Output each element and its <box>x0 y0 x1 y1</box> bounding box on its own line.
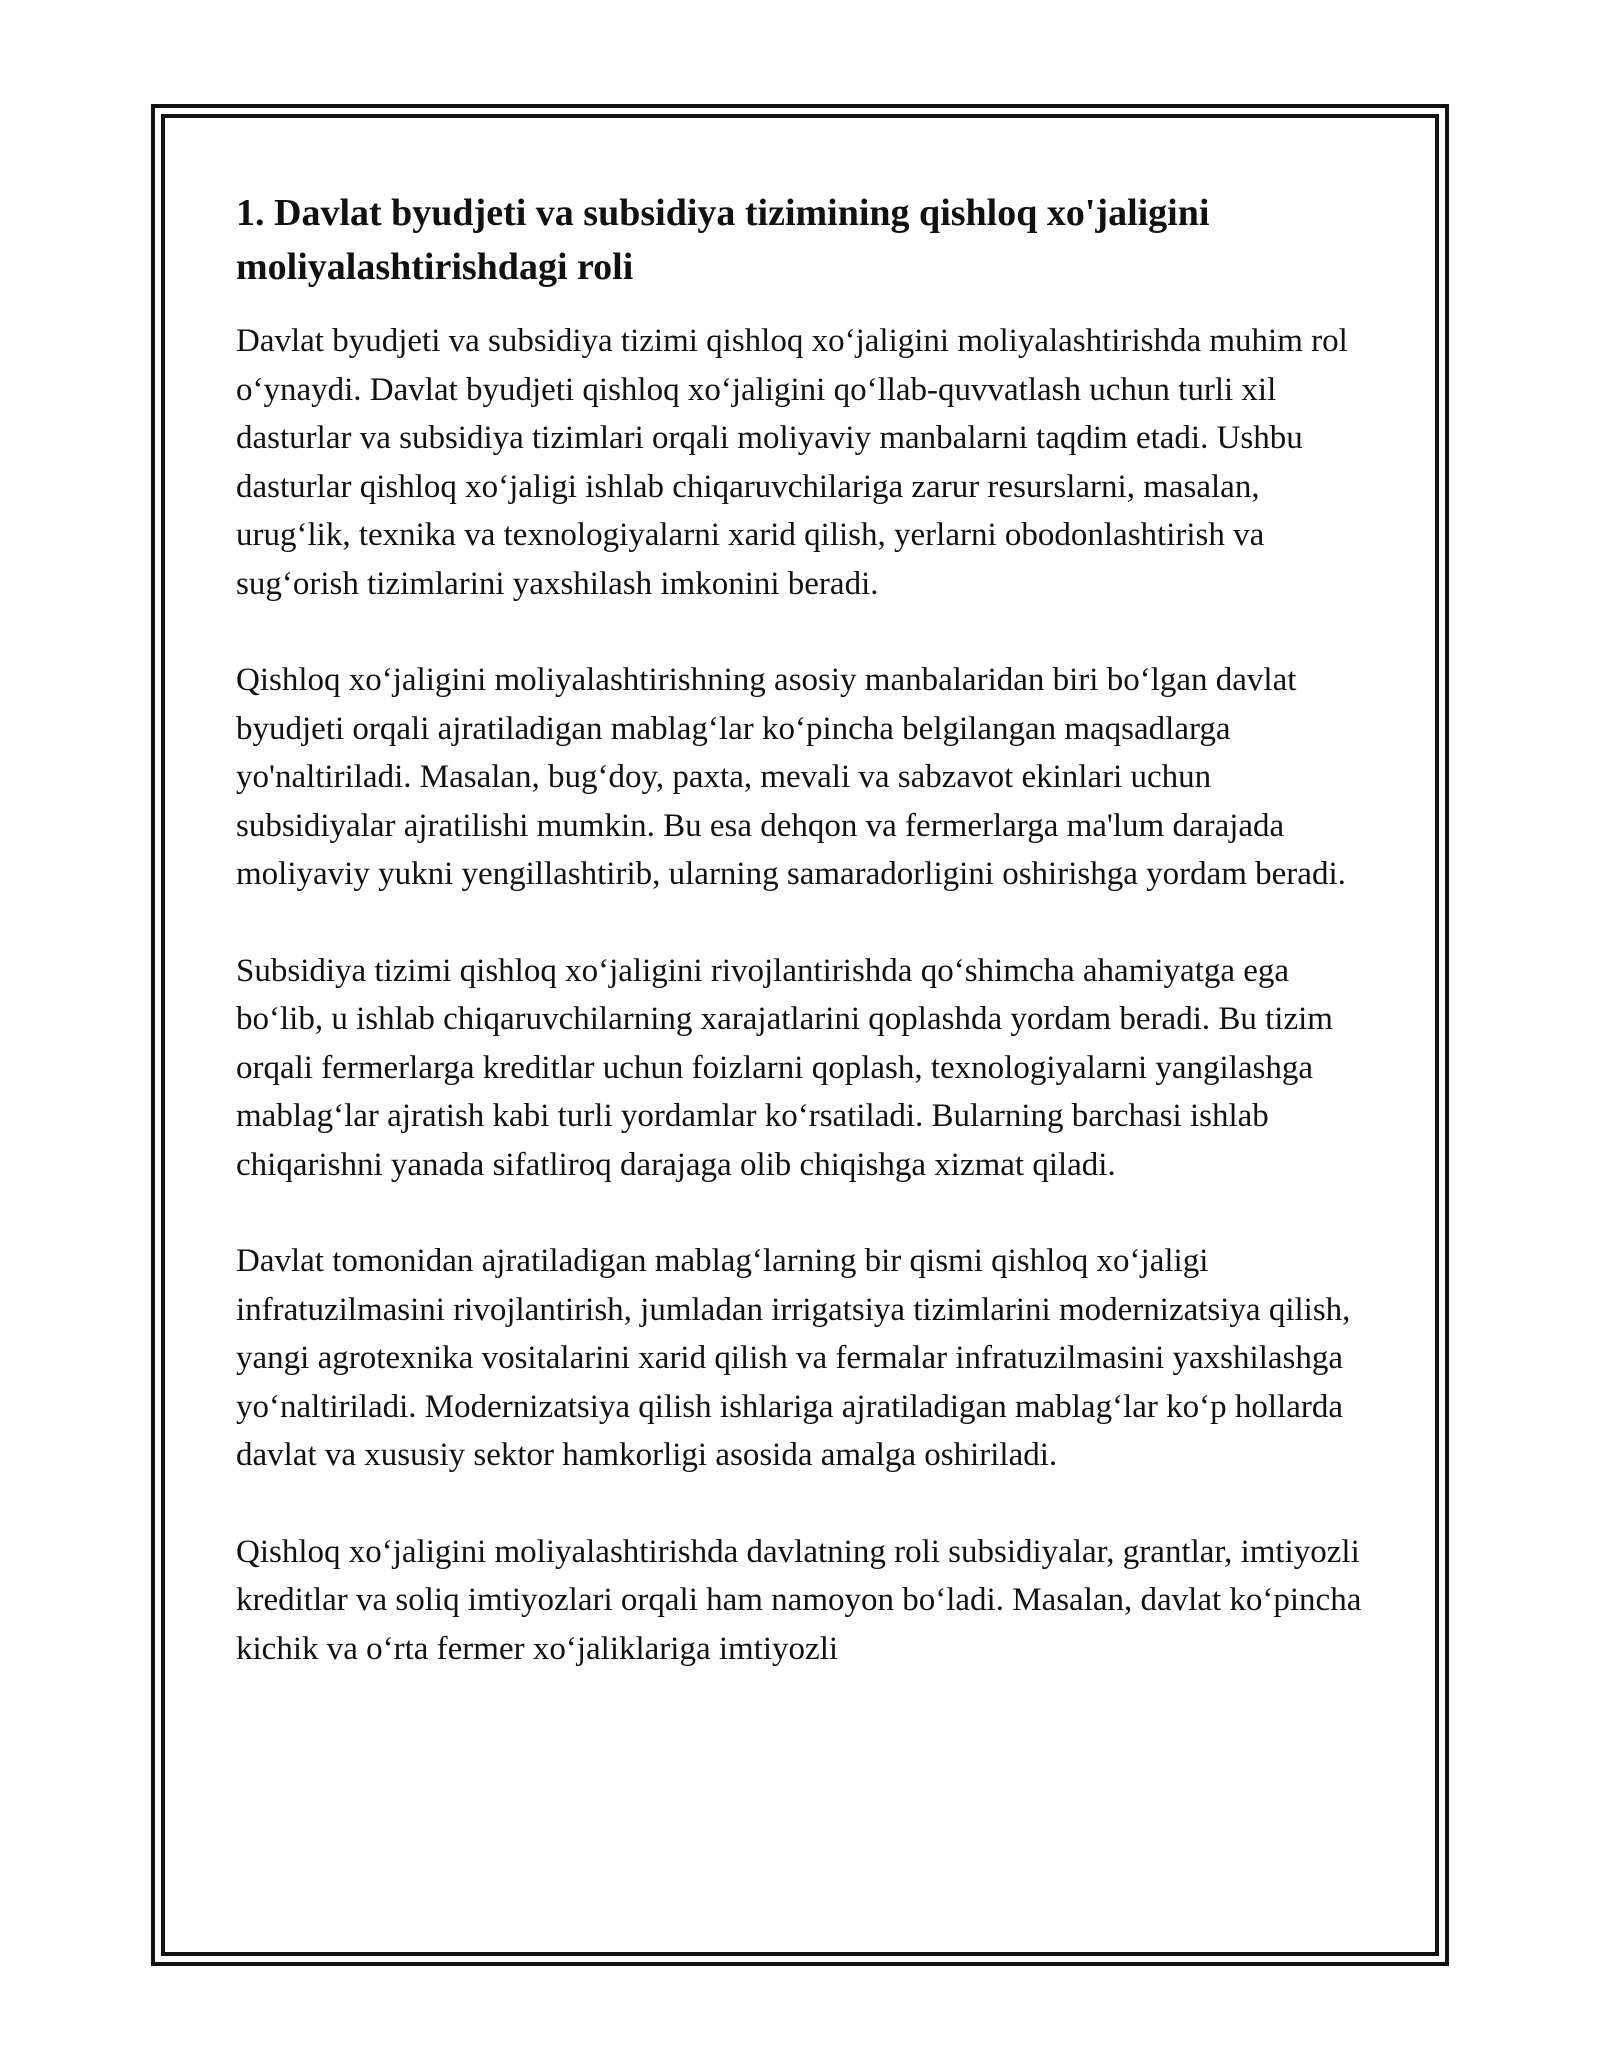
body-paragraph: Davlat tomonidan ajratiladigan mablagʻlarning bir qismi qishloq xoʻjaligi infratuzilmasini rivojlantirish, jumladan irrigatsiya tizimlarini modernizatsiya qilish, yangi agrotexnika vositalarini xarid qilish va fermalar infratuzilmasini yaxshilashga yoʻnaltiriladi. Modernizatsiya qilish ishlariga ajratiladigan mablagʻlar koʻp hollarda davlat va xususiy sektor hamkorligi asosida amalga oshiriladi. <box>236 1243 1351 1473</box>
body-paragraph: Qishloq xoʻjaligini moliyalashtirishda davlatning roli subsidiyalar, grantlar, imtiyozli kreditlar va soliq imtiyozlari orqali ham namoyon boʻladi. Masalan, davlat koʻpincha kichik va oʻrta fermer xoʻjaliklariga imtiyozli <box>236 1533 1362 1667</box>
body-paragraph: Davlat byudjeti va subsidiya tizimi qishloq xoʻjaligini moliyalashtirishda muhim rol oʻynaydi. Davlat byudjeti qishloq xoʻjaligini qoʻllab-quvvatlash uchun turli xil dasturlar va subsidiya tizimlari orqali moliyaviy manbalarni taqdim etadi. Ushbu dasturlar qishloq xoʻjaligi ishlab chiqaruvchilariga zarur resurslarni, masalan, urugʻlik, texnika va texnologiyalarni xarid qilish, yerlarni obodonlashtirish va sugʻorish tizimlarini yaxshilash imkonini beradi. <box>236 323 1348 602</box>
body-paragraph: Qishloq xoʻjaligini moliyalashtirishning asosiy manbalaridan biri boʻlgan davlat byudjeti orqali ajratiladigan mablagʻlar koʻpincha belgilangan maqsadlarga yo'naltiriladi. Masalan, bugʻdoy, paxta, mevali va sabzavot ekinlari uchun subsidiyalar ajratilishi mumkin. Bu esa dehqon va fermerlarga ma'lum darajada moliyaviy yukni yengillashtirib, ularning samaradorligini oshirishga yordam beradi. <box>236 662 1346 892</box>
paragraph-list <box>236 317 1376 1673</box>
body-paragraph: Subsidiya tizimi qishloq xoʻjaligini rivojlantirishda qoʻshimcha ahamiyatga ega boʻlib, u ishlab chiqaruvchilarning xarajatlarini qoplashda yordam beradi. Bu tizim orqali fermerlarga kreditlar uchun foizlarni qoplash, texnologiyalarni yangilashga mablagʻlar ajratish kabi turli yordamlar koʻrsatiladi. Bularning barchasi ishlab chiqarishni yanada sifatliroq darajaga olib chiqishga xizmat qiladi. <box>236 952 1333 1183</box>
document-body <box>236 186 1376 1721</box>
section-heading: 1. Davlat byudjeti va subsidiya tizimining qishloq xo'jaligini moliyalashtirishdagi roli <box>236 192 1210 288</box>
